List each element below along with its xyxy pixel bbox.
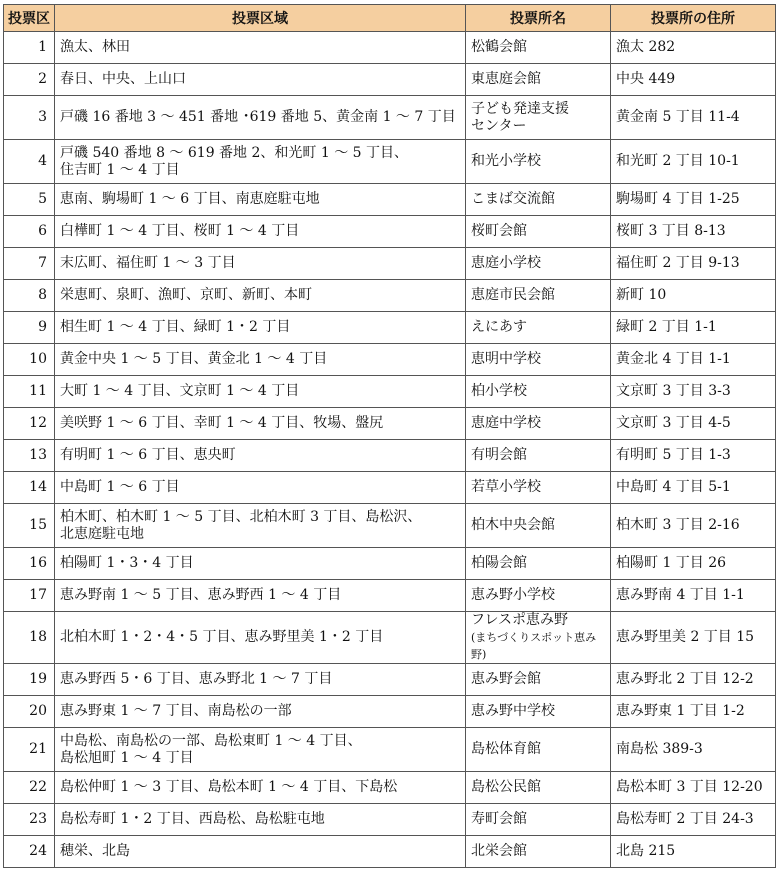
- table-row: [4, 836, 776, 868]
- area-line: 島松寿町 1・2 丁目、西島松、島松駐屯地: [60, 811, 325, 827]
- table-row: [4, 612, 776, 664]
- venue-line: 恵み野小学校: [471, 587, 555, 603]
- venue-address: 中央 449: [611, 64, 776, 96]
- district-area: [55, 376, 466, 408]
- table-row: [4, 804, 776, 836]
- district-number: 7: [4, 248, 55, 280]
- area-line: 恵み野西 5・6 丁目、恵み野北 1 ～ 7 丁目: [60, 671, 333, 687]
- area-line: 栄恵町、泉町、漁町、京町、新町、本町: [60, 287, 312, 303]
- venue-name: [466, 248, 611, 280]
- area-line: 白樺町 1 ～ 4 丁目、桜町 1 ～ 4 丁目: [60, 223, 300, 239]
- district-number: 20: [4, 696, 55, 728]
- table-row: [4, 580, 776, 612]
- area-line: 漁太、林田: [60, 39, 130, 55]
- district-number: 2: [4, 64, 55, 96]
- header-row: [4, 5, 776, 32]
- area-line: 恵み野南 1 ～ 5 丁目、恵み野西 1 ～ 4 丁目: [60, 587, 342, 603]
- district-area: [55, 696, 466, 728]
- venue-name: [466, 804, 611, 836]
- district-area: [55, 312, 466, 344]
- venue-name: [466, 312, 611, 344]
- venue-name: [466, 64, 611, 96]
- district-area: [55, 440, 466, 472]
- venue-address: 恵み野里美 2 丁目 15: [611, 612, 776, 664]
- area-line: 戸磯 540 番地 8 ～ 619 番地 2、和光町 1 ～ 5 丁目、: [60, 144, 409, 161]
- venue-address: 北島 215: [611, 836, 776, 868]
- area-line: 島松仲町 1 ～ 3 丁目、島松本町 1 ～ 4 丁目、下島松: [60, 779, 398, 795]
- table-row: [4, 772, 776, 804]
- table-row: [4, 696, 776, 728]
- venue-address: 柏木町 3 丁目 2-16: [611, 504, 776, 548]
- venue-name: [466, 376, 611, 408]
- venue-name: [466, 612, 611, 664]
- district-number: 19: [4, 664, 55, 696]
- district-area: [55, 344, 466, 376]
- venue-line: えにあす: [471, 319, 527, 335]
- header-address: 投票所の住所: [611, 5, 776, 32]
- district-number: 21: [4, 728, 55, 772]
- venue-address: 新町 10: [611, 280, 776, 312]
- table-row: [4, 184, 776, 216]
- area-line: 島松旭町 1 ～ 4 丁目: [60, 749, 194, 766]
- venue-line: 恵庭中学校: [471, 415, 541, 431]
- venue-address: 漁太 282: [611, 32, 776, 64]
- table-row: [4, 140, 776, 184]
- venue-line: センター: [471, 117, 527, 134]
- table-row: [4, 216, 776, 248]
- area-line: 北恵庭駐屯地: [60, 525, 144, 542]
- area-line: 相生町 1 ～ 4 丁目、緑町 1・2 丁目: [60, 319, 291, 335]
- venue-line: 有明会館: [471, 447, 527, 463]
- district-area: [55, 836, 466, 868]
- table-row: [4, 248, 776, 280]
- area-line: 恵み野東 1 ～ 7 丁目、南島松の一部: [60, 703, 292, 719]
- venue-line: 恵明中学校: [471, 351, 541, 367]
- district-number: 18: [4, 612, 55, 664]
- area-line: 中島町 1 ～ 6 丁目: [60, 479, 180, 495]
- venue-line: 島松体育館: [471, 741, 541, 757]
- venue-line: 北栄会館: [471, 843, 527, 859]
- venue-name: [466, 280, 611, 312]
- area-line: 有明町 1 ～ 6 丁目、恵央町: [60, 447, 236, 463]
- district-area: [55, 472, 466, 504]
- district-number: 6: [4, 216, 55, 248]
- district-area: [55, 772, 466, 804]
- venue-address: 島松寿町 2 丁目 24-3: [611, 804, 776, 836]
- district-area: [55, 280, 466, 312]
- venue-address: 福住町 2 丁目 9-13: [611, 248, 776, 280]
- district-number: 12: [4, 408, 55, 440]
- venue-address: 柏陽町 1 丁目 26: [611, 548, 776, 580]
- venue-name: [466, 696, 611, 728]
- venue-address: 文京町 3 丁目 3-3: [611, 376, 776, 408]
- header-district: 投票区: [4, 5, 55, 32]
- venue-name: [466, 728, 611, 772]
- district-number: 1: [4, 32, 55, 64]
- venue-address: 恵み野南 4 丁目 1-1: [611, 580, 776, 612]
- table-row: [4, 344, 776, 376]
- district-area: [55, 64, 466, 96]
- district-number: 11: [4, 376, 55, 408]
- district-area: [55, 664, 466, 696]
- table-row: [4, 548, 776, 580]
- venue-address: 恵み野東 1 丁目 1-2: [611, 696, 776, 728]
- venue-name: [466, 664, 611, 696]
- area-line: 末広町、福住町 1 ～ 3 丁目: [60, 255, 236, 271]
- venue-name: [466, 472, 611, 504]
- district-area: [55, 728, 466, 772]
- venue-line: 子ども発達支援: [471, 100, 569, 117]
- venue-line: 恵み野中学校: [471, 703, 555, 719]
- venue-line: 和光小学校: [471, 153, 541, 169]
- venue-address: 黄金南 5 丁目 11-4: [611, 96, 776, 140]
- venue-address: 恵み野北 2 丁目 12-2: [611, 664, 776, 696]
- district-number: 10: [4, 344, 55, 376]
- district-number: 8: [4, 280, 55, 312]
- table-row: [4, 408, 776, 440]
- venue-line: 恵庭市民会館: [471, 287, 555, 303]
- district-area: [55, 612, 466, 664]
- venue-address: 黄金北 4 丁目 1-1: [611, 344, 776, 376]
- venue-name: [466, 772, 611, 804]
- district-area: [55, 140, 466, 184]
- district-number: 24: [4, 836, 55, 868]
- area-line: 春日、中央、上山口: [60, 71, 186, 87]
- venue-line: (まちづくりスポット恵み野): [471, 631, 597, 661]
- area-line: 恵南、駒場町 1 ～ 6 丁目、南恵庭駐屯地: [60, 191, 320, 207]
- venue-address: 島松本町 3 丁目 12-20: [611, 772, 776, 804]
- area-line: 穂栄、北島: [60, 843, 130, 859]
- venue-name: [466, 504, 611, 548]
- venue-name: [466, 836, 611, 868]
- venue-line: 島松公民館: [471, 779, 541, 795]
- district-area: [55, 248, 466, 280]
- venue-line: 桜町会館: [471, 223, 527, 239]
- table-row: [4, 64, 776, 96]
- area-line: 大町 1 ～ 4 丁目、文京町 1 ～ 4 丁目: [60, 383, 300, 399]
- venue-address: 中島町 4 丁目 5-1: [611, 472, 776, 504]
- venue-line: 若草小学校: [471, 479, 541, 495]
- venue-line: 寿町会館: [471, 811, 527, 827]
- table-row: [4, 280, 776, 312]
- venue-name: [466, 440, 611, 472]
- area-line: 美咲野 1 ～ 6 丁目、幸町 1 ～ 4 丁目、牧場、盤尻: [60, 415, 384, 431]
- area-line: 住吉町 1 ～ 4 丁目: [60, 161, 180, 178]
- district-number: 22: [4, 772, 55, 804]
- venue-line: フレスポ恵み野: [471, 612, 569, 628]
- venue-address: 桜町 3 丁目 8-13: [611, 216, 776, 248]
- area-line: 中島松、南島松の一部、島松東町 1 ～ 4 丁目、: [60, 732, 362, 749]
- district-area: [55, 804, 466, 836]
- area-line: 北柏木町 1・2・4・5 丁目、恵み野里美 1・2 丁目: [60, 629, 384, 645]
- district-area: [55, 96, 466, 140]
- venue-name: [466, 140, 611, 184]
- table-body: [4, 32, 776, 868]
- district-number: 13: [4, 440, 55, 472]
- venue-address: 緑町 2 丁目 1-1: [611, 312, 776, 344]
- district-number: 17: [4, 580, 55, 612]
- district-area: [55, 184, 466, 216]
- district-number: 23: [4, 804, 55, 836]
- venue-name: [466, 32, 611, 64]
- area-line: 柏陽町 1・3・4 丁目: [60, 555, 194, 571]
- venue-name: [466, 216, 611, 248]
- venue-line: 松鶴会館: [471, 39, 527, 55]
- district-number: 14: [4, 472, 55, 504]
- table-row: [4, 32, 776, 64]
- district-area: [55, 580, 466, 612]
- district-area: [55, 32, 466, 64]
- venue-address: 駒場町 4 丁目 1-25: [611, 184, 776, 216]
- district-number: 16: [4, 548, 55, 580]
- table-row: [4, 504, 776, 548]
- district-number: 15: [4, 504, 55, 548]
- venue-name: [466, 408, 611, 440]
- district-number: 9: [4, 312, 55, 344]
- district-area: [55, 216, 466, 248]
- polling-district-table: [3, 4, 776, 868]
- venue-line: 恵み野会館: [471, 671, 541, 687]
- venue-address: 文京町 3 丁目 4-5: [611, 408, 776, 440]
- district-number: 4: [4, 140, 55, 184]
- venue-name: [466, 184, 611, 216]
- table-row: [4, 96, 776, 140]
- area-line: 黄金中央 1 ～ 5 丁目、黄金北 1 ～ 4 丁目: [60, 351, 328, 367]
- table-row: [4, 376, 776, 408]
- venue-line: 恵庭小学校: [471, 255, 541, 271]
- district-area: [55, 548, 466, 580]
- venue-name: [466, 548, 611, 580]
- district-number: 5: [4, 184, 55, 216]
- venue-line: 柏小学校: [471, 383, 527, 399]
- table-row: [4, 312, 776, 344]
- venue-address: 南島松 389-3: [611, 728, 776, 772]
- venue-line: 東恵庭会館: [471, 71, 541, 87]
- header-area: 投票区域: [55, 5, 466, 32]
- venue-name: [466, 580, 611, 612]
- venue-line: 柏木中央会館: [471, 517, 555, 533]
- venue-line: 柏陽会館: [471, 555, 527, 571]
- venue-address: 和光町 2 丁目 10-1: [611, 140, 776, 184]
- table-row: [4, 728, 776, 772]
- header-venue: 投票所名: [466, 5, 611, 32]
- venue-address: 有明町 5 丁目 1-3: [611, 440, 776, 472]
- venue-line: こまば交流館: [471, 191, 555, 207]
- district-area: [55, 504, 466, 548]
- area-line: 戸磯 16 番地 3 ～ 451 番地 ･619 番地 5、黄金南 1 ～ 7 丁目: [60, 109, 456, 125]
- venue-name: [466, 96, 611, 140]
- venue-name: [466, 344, 611, 376]
- table-row: [4, 472, 776, 504]
- table-row: [4, 440, 776, 472]
- table-row: [4, 664, 776, 696]
- district-area: [55, 408, 466, 440]
- district-number: 3: [4, 96, 55, 140]
- area-line: 柏木町、柏木町 1 ～ 5 丁目、北柏木町 3 丁目、島松沢、: [60, 508, 422, 525]
